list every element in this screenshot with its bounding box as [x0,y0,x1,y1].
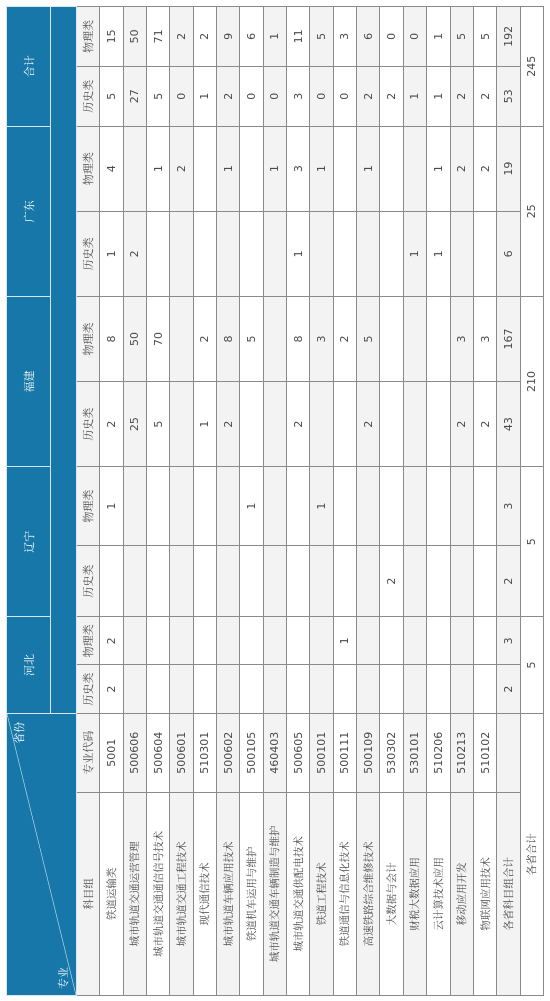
row-value-cell: 19 [497,126,520,211]
row-value-cell [450,665,473,713]
row-value-cell [427,546,450,617]
row-value-cell [217,546,240,617]
row-value-cell [263,211,286,296]
row-value-cell: 2 [287,382,310,467]
row-value-cell: 2 [217,66,240,126]
row-value-cell: 5 [310,7,333,67]
row-value-cell [193,665,216,713]
row-major-name: 各省科目组合计 [497,792,520,995]
row-value-cell: 0 [310,66,333,126]
row-value-cell [287,546,310,617]
row-value-cell: 物理类 [77,126,100,211]
row-value-cell [310,617,333,665]
row-value-cell: 5 [357,296,380,381]
row-value-cell: 历史类 [77,546,100,617]
row-major-code: 5001 [100,713,123,792]
row-value-cell: 11 [287,7,310,67]
row-major-name: 高速铁路综合维修技术 [357,792,380,995]
row-value-cell [333,126,356,211]
row-value-cell: 5 [473,7,496,67]
table-row [217,7,240,996]
row-value-cell [193,211,216,296]
row-value-cell [240,126,263,211]
row-value-cell: 3 [287,126,310,211]
table-row [380,7,403,996]
row-value-cell: 0 [380,7,403,67]
row-value-cell [147,665,170,713]
row-major-code: 500606 [123,713,146,792]
row-value-cell [170,382,193,467]
row-major-code [497,713,520,792]
row-value-cell: 5 [240,296,263,381]
row-value-cell [240,665,263,713]
row-value-cell [310,211,333,296]
row-value-cell: 5 [450,7,473,67]
row-value-cell: 物理类 [77,467,100,546]
row-value-cell: 192 [497,7,520,67]
row-value-cell [263,382,286,467]
row-value-cell: 1 [147,126,170,211]
table-row [310,7,333,996]
row-value-cell: 2 [450,66,473,126]
table-row [357,7,380,996]
table-row [193,7,216,996]
row-value-cell: 1 [427,126,450,211]
row-value-cell [380,665,403,713]
row-value-cell [170,665,193,713]
row-major-name: 科目组 [77,792,100,995]
row-value-cell [170,617,193,665]
row-value-cell: 6 [240,7,263,67]
row-major-name: 现代通信技术 [193,792,216,995]
row-value-cell: 2 [357,66,380,126]
row-value-cell: 2 [170,7,193,67]
row-value-cell: 1 [333,617,356,665]
row-major-code: 530302 [380,713,403,792]
row-value-cell: 历史类 [77,665,100,713]
row-value-cell: 物理类 [77,296,100,381]
row-value-cell [380,296,403,381]
corner-header [7,713,77,995]
row-value-cell [403,382,426,467]
table-row [497,7,520,996]
row-major-name: 铁道运输类 [100,792,123,995]
row-major-name: 城市轨道交通车辆制造与维护 [263,792,286,995]
row-value-cell: 1 [100,467,123,546]
row-value-cell: 6 [357,7,380,67]
row-value-cell [357,467,380,546]
row-value-cell [450,617,473,665]
row-value-cell [100,546,123,617]
province-total-value: 5 [520,467,543,617]
row-value-cell [403,617,426,665]
row-value-cell: 50 [123,296,146,381]
row-value-cell [333,211,356,296]
province-header-fujian: 福建 [7,296,51,466]
header-row-provinces [7,7,51,996]
row-value-cell: 0 [263,66,286,126]
row-value-cell [333,382,356,467]
row-value-cell [147,211,170,296]
row-value-cell: 1 [310,467,333,546]
row-value-cell: 3 [473,296,496,381]
row-value-cell [427,296,450,381]
row-major-code: 510206 [427,713,450,792]
row-value-cell [240,211,263,296]
row-value-cell: 0 [403,7,426,67]
row-value-cell: 1 [310,126,333,211]
row-value-cell: 1 [263,126,286,211]
row-value-cell [403,467,426,546]
row-value-cell: 25 [123,382,146,467]
province-totals-label: 各省合计 [520,713,543,995]
table-row [263,7,286,996]
row-major-code: 500101 [310,713,333,792]
row-major-code: 500604 [147,713,170,792]
row-major-code: 510102 [473,713,496,792]
header-blank-band [51,7,77,714]
row-value-cell: 1 [193,382,216,467]
province-total-value: 25 [520,126,543,296]
row-value-cell: 1 [403,66,426,126]
row-value-cell: 1 [427,66,450,126]
table-row [427,7,450,996]
row-major-name: 云计算技术应用 [427,792,450,995]
row-value-cell: 2 [100,382,123,467]
row-value-cell [287,617,310,665]
row-value-cell [427,467,450,546]
row-value-cell [403,665,426,713]
row-value-cell: 2 [333,296,356,381]
row-value-cell: 2 [193,7,216,67]
row-value-cell: 历史类 [77,382,100,467]
row-value-cell: 2 [473,126,496,211]
row-value-cell: 1 [427,7,450,67]
row-value-cell [170,296,193,381]
table-row [450,7,473,996]
row-value-cell: 1 [240,467,263,546]
province-total-value: 245 [520,7,543,127]
row-value-cell: 6 [497,211,520,296]
row-value-cell: 3 [450,296,473,381]
subject-group-row [77,7,100,996]
row-value-cell: 2 [450,382,473,467]
row-value-cell [380,126,403,211]
row-value-cell [357,617,380,665]
row-value-cell: 3 [497,617,520,665]
row-value-cell: 历史类 [77,211,100,296]
row-value-cell: 物理类 [77,7,100,67]
row-value-cell [403,546,426,617]
row-value-cell: 1 [263,7,286,67]
row-value-cell [170,546,193,617]
row-value-cell [263,296,286,381]
row-value-cell [217,665,240,713]
row-value-cell [240,382,263,467]
row-value-cell [427,665,450,713]
table-row [100,7,123,996]
row-major-name: 财税大数据应用 [403,792,426,995]
row-value-cell [217,617,240,665]
row-major-code: 500602 [217,713,240,792]
row-value-cell: 5 [147,66,170,126]
row-major-code: 500601 [170,713,193,792]
row-value-cell: 2 [123,211,146,296]
row-value-cell: 1 [403,211,426,296]
row-value-cell [123,126,146,211]
row-major-name: 铁道工程技术 [310,792,333,995]
row-value-cell [123,617,146,665]
row-value-cell: 5 [147,382,170,467]
row-major-name: 城市轨道交通运营管理 [123,792,146,995]
row-major-code: 500109 [357,713,380,792]
row-major-name: 城市轨道交通通信信号技术 [147,792,170,995]
corner-diagonal-line [7,714,76,995]
row-value-cell: 2 [100,617,123,665]
row-value-cell [147,617,170,665]
table-row [240,7,263,996]
province-header-hebei: 河北 [7,617,51,714]
row-value-cell: 8 [287,296,310,381]
row-value-cell: 2 [193,296,216,381]
row-value-cell [473,546,496,617]
row-value-cell: 167 [497,296,520,381]
row-value-cell: 1 [100,211,123,296]
row-major-name: 铁道机车运用与维护 [240,792,263,995]
table-row [170,7,193,996]
row-value-cell [240,546,263,617]
row-value-cell: 71 [147,7,170,67]
province-total-value: 210 [520,296,543,466]
row-value-cell: 2 [450,126,473,211]
row-value-cell [263,467,286,546]
row-value-cell [170,211,193,296]
row-value-cell [380,211,403,296]
row-value-cell: 27 [123,66,146,126]
row-value-cell: 0 [170,66,193,126]
row-value-cell: 3 [333,7,356,67]
row-value-cell: 4 [100,126,123,211]
row-value-cell [450,546,473,617]
row-value-cell [450,211,473,296]
row-value-cell [240,617,263,665]
row-major-name: 移动应用开发 [450,792,473,995]
row-value-cell: 0 [333,66,356,126]
row-value-cell [427,617,450,665]
row-value-cell [450,467,473,546]
row-value-cell [333,665,356,713]
row-value-cell [357,665,380,713]
row-value-cell: 物理类 [77,617,100,665]
enrollment-plan-table [6,6,544,996]
row-value-cell: 3 [497,467,520,546]
row-value-cell: 50 [123,7,146,67]
province-total-value: 5 [520,617,543,714]
province-totals-row [520,7,543,996]
row-value-cell: 43 [497,382,520,467]
row-value-cell [427,382,450,467]
province-header-guangdong: 广东 [7,126,51,296]
row-value-cell [380,382,403,467]
row-value-cell [263,665,286,713]
table-row [403,7,426,996]
row-value-cell: 8 [100,296,123,381]
row-value-cell [123,467,146,546]
row-value-cell [403,126,426,211]
row-value-cell: 2 [473,66,496,126]
row-major-name: 物联网应用技术 [473,792,496,995]
row-value-cell [333,467,356,546]
corner-label-province: 省份 [13,721,26,744]
row-value-cell: 历史类 [77,66,100,126]
row-major-code: 460403 [263,713,286,792]
row-value-cell: 2 [380,66,403,126]
row-value-cell: 53 [497,66,520,126]
row-value-cell: 1 [217,126,240,211]
row-value-cell [310,546,333,617]
row-major-code: 专业代码 [77,713,100,792]
row-value-cell [193,617,216,665]
row-major-code: 530101 [403,713,426,792]
row-value-cell [403,296,426,381]
row-value-cell: 1 [427,211,450,296]
row-value-cell [287,467,310,546]
row-value-cell: 2 [217,382,240,467]
row-value-cell [170,467,193,546]
row-value-cell [473,617,496,665]
table-row [147,7,170,996]
row-value-cell: 2 [357,382,380,467]
row-value-cell [147,467,170,546]
table-row [123,7,146,996]
row-major-name: 铁道通信与信息化技术 [333,792,356,995]
row-value-cell [310,665,333,713]
table-body [77,7,544,996]
province-header-liaoning: 辽宁 [7,467,51,617]
row-value-cell: 8 [217,296,240,381]
row-value-cell: 0 [240,66,263,126]
row-value-cell [473,467,496,546]
row-value-cell [357,546,380,617]
row-value-cell: 1 [193,66,216,126]
row-value-cell: 2 [497,546,520,617]
row-value-cell [217,467,240,546]
row-value-cell: 1 [357,126,380,211]
row-value-cell: 3 [287,66,310,126]
row-value-cell [123,546,146,617]
row-value-cell [193,126,216,211]
row-value-cell: 3 [310,296,333,381]
row-value-cell [193,467,216,546]
row-value-cell: 2 [100,665,123,713]
row-value-cell: 9 [217,7,240,67]
table-row [287,7,310,996]
row-value-cell [263,617,286,665]
row-value-cell: 2 [497,665,520,713]
row-major-name: 大数据与会计 [380,792,403,995]
row-major-name: 城市轨道车辆应用技术 [217,792,240,995]
row-major-code: 510213 [450,713,473,792]
row-value-cell: 2 [170,126,193,211]
row-value-cell: 5 [100,66,123,126]
row-value-cell [287,665,310,713]
row-value-cell: 70 [147,296,170,381]
corner-label-major: 专业 [57,967,70,989]
row-major-code: 500605 [287,713,310,792]
row-major-code: 500105 [240,713,263,792]
table-row [473,7,496,996]
row-value-cell [333,546,356,617]
row-value-cell [380,467,403,546]
row-major-code: 500111 [333,713,356,792]
row-value-cell [147,546,170,617]
row-value-cell [123,665,146,713]
province-header-total: 合计 [7,7,51,127]
row-value-cell [380,617,403,665]
row-major-name: 城市轨道交通供配电技术 [287,792,310,995]
table-row [333,7,356,996]
row-value-cell [217,211,240,296]
row-value-cell: 1 [287,211,310,296]
row-value-cell: 2 [380,546,403,617]
row-value-cell [473,665,496,713]
row-major-name: 城市轨道交通工程技术 [170,792,193,995]
row-value-cell: 15 [100,7,123,67]
row-major-code: 510301 [193,713,216,792]
row-value-cell [193,546,216,617]
row-value-cell [263,546,286,617]
row-value-cell [310,382,333,467]
row-value-cell [473,211,496,296]
row-value-cell [357,211,380,296]
row-value-cell: 2 [473,382,496,467]
